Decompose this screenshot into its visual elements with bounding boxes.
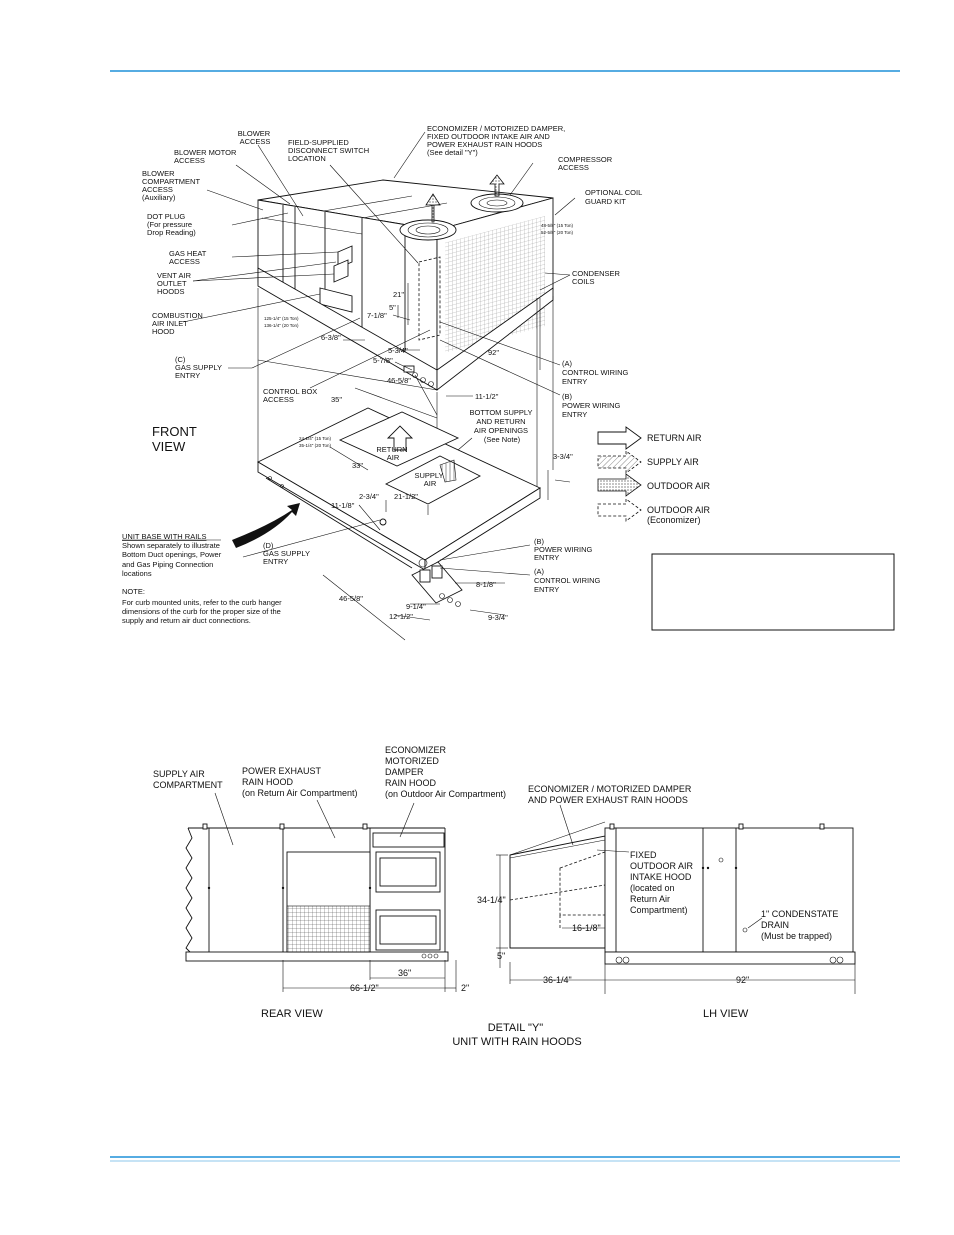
label-gas-heat-access: GAS HEAT ACCESS	[169, 249, 207, 266]
label-return-air-opening: RETURN AIR	[376, 445, 408, 462]
label-unit-base-desc: Shown separately to illustrate Bottom Duct openings, Power and Gas Piping Connection locations	[122, 541, 222, 578]
label-blower-compartment: BLOWER COMPARTMENT ACCESS (Auxiliary)	[142, 169, 200, 202]
rear-view-title: REAR VIEW	[261, 1008, 323, 1020]
detail-y-title: DETAIL "Y" UNIT WITH RAIN HOODS	[452, 1022, 582, 1048]
label-front-view: FRONT VIEW	[152, 424, 197, 454]
label-unit-base: UNIT BASE WITH RAILS	[122, 532, 207, 541]
rear-dim-2: 2"	[461, 983, 470, 993]
rear-dim-66: 66-1/2"	[350, 983, 379, 993]
dim-21: 21"	[393, 290, 405, 299]
legend-outdoor-air: OUTDOOR AIR	[647, 481, 711, 491]
dim-8-1-8: 8-1/8"	[476, 580, 496, 589]
lh-dim-5: 5"	[497, 951, 506, 961]
legend-return-air: RETURN AIR	[647, 433, 702, 443]
label-vent-air: VENT AIR OUTLET HOODS	[157, 271, 192, 296]
lh-dim-92: 92"	[736, 975, 750, 985]
label-bottom-openings: BOTTOM SUPPLY AND RETURN AIR OPENINGS (See Note)	[469, 408, 533, 444]
dim-5-7-8: 5-7/8"	[373, 356, 393, 365]
dim-92: 92"	[488, 348, 500, 357]
legend-supply-air: SUPPLY AIR	[647, 457, 699, 467]
dim-6-3-8: 6-3/8"	[321, 333, 341, 342]
dim-9-3-4: 9-3/4"	[488, 613, 508, 622]
lh-dim-16: 16-1/8"	[572, 923, 601, 933]
empty-note-box	[652, 554, 894, 630]
dim-21-1-2: 21-1/2"	[394, 492, 418, 501]
label-height-20: 52-5/8" (20 Ton)	[541, 230, 574, 235]
label-len-15: 125-1/4" (15 Ton)	[264, 316, 299, 321]
rear-supply-comp: SUPPLY AIR COMPARTMENT	[153, 769, 223, 790]
dim-46-5-8b: 46-5/8"	[339, 594, 363, 603]
label-height-15: 48-5/8" (15 Ton)	[541, 223, 574, 228]
legend-return-arrow	[598, 427, 641, 449]
label-note-title: NOTE:	[122, 587, 145, 596]
legend-outdoor-arrow	[598, 474, 641, 496]
dim-46-5-8a: 46-5/8"	[387, 376, 411, 385]
label-gas-supply-c: (C) GAS SUPPLY ENTRY	[175, 355, 222, 380]
legend-supply-arrow	[598, 451, 641, 473]
label-economizer-top: ECONOMIZER / MOTORIZED DAMPER, FIXED OUTDOOR INTAKE AIR AND POWER EXHAUST RAIN HOODS (See detail "Y")	[427, 124, 566, 157]
label-control-wiring-a2: (A) CONTROL WIRING ENTRY	[534, 567, 601, 594]
label-dot-plug: DOT PLUG (For pressure Drop Reading)	[147, 212, 196, 237]
lh-fixed-hood: FIXED OUTDOOR AIR INTAKE HOOD (located on Return Air Compartment)	[630, 850, 694, 915]
lh-condensate: 1" CONDENSTATE DRAIN (Must be trapped)	[761, 909, 839, 941]
dim-33: 33"	[352, 461, 364, 470]
lh-view-title: LH VIEW	[703, 1008, 749, 1020]
dim-7-1-8: 7-1/8"	[367, 311, 387, 320]
dim-11-1-8: 11-1/8"	[331, 501, 355, 510]
label-combustion: COMBUSTION AIR INLET HOOD	[152, 311, 203, 336]
label-control-wiring-a: (A) CONTROL WIRING ENTRY	[562, 359, 629, 386]
label-open-20: 35-1/4" (20 Ton)	[299, 443, 332, 448]
dim-5: 5"	[389, 303, 396, 312]
isometric-unit	[258, 175, 553, 390]
legend-outdoor-econ: OUTDOOR AIR (Economizer)	[647, 505, 711, 525]
label-open-15: 24-1/4" (15 Ton)	[299, 436, 332, 441]
rear-dim-36: 36"	[398, 968, 412, 978]
label-supply-air-opening: SUPPLY AIR	[414, 471, 444, 488]
dim-3-3-4: 3-3/4"	[553, 452, 573, 461]
dim-9-1-4: 9-1/4"	[406, 602, 426, 611]
label-note-text: For curb mounted units, refer to the curb hanger dimensions of the curb for the proper size of the supply and return air duct connections.	[122, 598, 282, 625]
dim-12-1-2: 12-1/2"	[389, 612, 413, 621]
label-coil-guard: OPTIONAL COIL GUARD KIT	[585, 188, 642, 206]
dim-35: 35"	[331, 395, 343, 404]
label-field-supplied: FIELD-SUPPLIED DISCONNECT SWITCH LOCATION	[288, 138, 370, 163]
label-power-wiring-b2: (B) POWER WIRING ENTRY	[534, 537, 593, 562]
label-len-20: 136-1/4" (20 Ton)	[264, 323, 299, 328]
dim-2-3-4: 2-3/4"	[359, 492, 379, 501]
label-blower-motor-access: BLOWER MOTOR ACCESS	[174, 148, 237, 165]
label-control-box: CONTROL BOX ACCESS	[263, 387, 318, 404]
lh-view	[496, 805, 855, 994]
legend-outdoor-econ-arrow	[598, 499, 641, 521]
lh-dim-36: 36-1/4"	[543, 975, 572, 985]
lh-dim-34: 34-1/4"	[477, 895, 506, 905]
label-compressor: COMPRESSOR ACCESS	[558, 155, 613, 172]
lh-economizer: ECONOMIZER / MOTORIZED DAMPER AND POWER EXHAUST RAIN HOODS	[528, 784, 692, 805]
label-blower-access: BLOWER ACCESS	[237, 129, 271, 146]
rear-economizer: ECONOMIZER MOTORIZED DAMPER RAIN HOOD (on Outdoor Air Compartment)	[385, 745, 507, 799]
legend	[598, 427, 641, 521]
label-power-wiring-b: (B) POWER WIRING ENTRY	[562, 392, 621, 419]
dim-5-3-4: 5-3/4"	[388, 346, 408, 355]
dim-11-1-2: 11-1/2"	[475, 392, 499, 401]
rear-view	[186, 793, 456, 992]
rear-power-exhaust: POWER EXHAUST RAIN HOOD (on Return Air Compartment)	[242, 766, 358, 798]
label-gas-supply-d: (D) GAS SUPPLY ENTRY	[263, 541, 310, 566]
label-condenser: CONDENSER COILS	[572, 269, 620, 286]
